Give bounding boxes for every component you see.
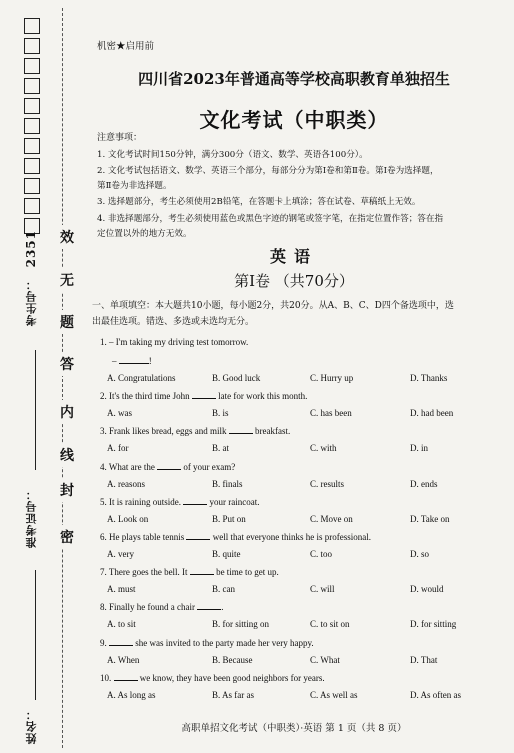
answer-blank	[229, 425, 253, 434]
answer-option: C. has been	[310, 408, 352, 419]
answer-option: C. Hurry up	[310, 373, 354, 383]
answer-option: B. quite	[212, 549, 241, 559]
seal-line	[62, 8, 63, 748]
answer-option: D. Take on	[410, 513, 450, 524]
stem-text: breakfast.	[252, 426, 291, 437]
answer-option: C. results	[310, 478, 345, 489]
digit-box	[24, 158, 40, 174]
secret-mark: 机密★启用前	[97, 41, 155, 52]
answer-option: A. to sit	[107, 619, 136, 630]
question-stem	[100, 496, 259, 507]
answer-blank	[114, 672, 138, 681]
note-item: 1. 文化考试时间150分钟，满分300分（语文、数学、英语各100分）。	[97, 150, 368, 160]
seal-char: 答	[60, 352, 74, 376]
stem-text: 3. Frank likes bread, eggs and milk	[100, 426, 229, 437]
answer-option: C. As well as	[310, 689, 358, 700]
answer-option: D. That	[410, 654, 438, 665]
answer-option: D. would	[410, 584, 444, 595]
stem-text: 2. It's the third time John	[100, 391, 192, 402]
exam-title: 四川省2023年普通高等学校高职教育单独招生	[138, 70, 450, 88]
name-underline	[35, 570, 36, 700]
binding-margin	[0, 0, 80, 753]
answer-option: C. will	[310, 584, 335, 595]
seal-char: 线	[60, 443, 74, 467]
seal-char: 内	[60, 400, 74, 424]
stem-text: she was invited to the party made her very happy.	[133, 637, 314, 648]
section-instructions	[92, 298, 497, 330]
question-stem	[100, 337, 248, 347]
answer-option: D. ends	[410, 478, 438, 489]
stem-text: 9.	[100, 637, 109, 648]
question-stem	[100, 461, 235, 472]
stem-text: we know, they have been good neighbors for years.	[137, 672, 325, 683]
answer-option: A. reasons	[107, 478, 145, 489]
page-footer: 高职单招文化考试（中职类）·英语 第 1 页（共 8 页）	[181, 723, 407, 734]
section-line: 出最佳选项。错选、多选或未选均无分。	[92, 317, 255, 327]
stem-text: !	[148, 356, 152, 366]
question-stem	[112, 355, 152, 366]
answer-blank	[183, 496, 207, 505]
exam-number-boxes	[24, 18, 40, 238]
answer-option: C. with	[310, 443, 337, 454]
note-item: 第Ⅱ卷为非选择题。	[97, 181, 172, 191]
seal-char: 封	[60, 478, 74, 502]
seal-char: 效	[60, 225, 74, 249]
exam-number-value: 2351	[24, 230, 38, 268]
id-underline	[35, 350, 36, 470]
stem-text: be time to get up.	[213, 567, 279, 578]
note-item: 4. 非选择题部分，考生必须使用蓝色或黑色字迹的钢笔或签字笔，在指定位置作答；答在指	[97, 214, 444, 224]
name-label: 姓名：	[25, 708, 38, 744]
answer-option: A. Congratulations	[107, 373, 176, 383]
answer-option: A. for	[107, 443, 129, 454]
stem-text: of your exam?	[181, 461, 236, 472]
stem-text: 4. What are the	[100, 461, 158, 472]
answer-option: A. very	[107, 549, 134, 559]
answer-blank	[157, 461, 181, 470]
section-line: 一、单项填空：本大题共10小题，每小题2分，共20分。从A、B、C、D四个备选项中，选	[92, 301, 454, 311]
answer-option: D. Thanks	[410, 373, 448, 383]
digit-box	[24, 18, 40, 34]
question-stem	[100, 601, 223, 612]
note-item: 定位置以外的地方无效。	[97, 229, 192, 239]
answer-blank	[190, 566, 214, 575]
stem-text: 6. He plays table tennis	[100, 532, 187, 542]
stem-text: 8. Finally he found a chair	[100, 602, 198, 613]
digit-box	[24, 38, 40, 54]
stem-text: 7. There goes the bell. It	[100, 567, 190, 578]
answer-option: D. had been	[410, 408, 454, 419]
seal-char: 题	[60, 310, 74, 334]
stem-text: –	[112, 356, 119, 366]
question-stem	[100, 390, 307, 401]
digit-box	[24, 98, 40, 114]
answer-option: A. must	[107, 584, 136, 595]
answer-blank	[119, 355, 149, 364]
answer-option: D. As often as	[410, 689, 461, 700]
answer-option: A. When	[107, 654, 140, 665]
answer-option: C. What	[310, 654, 340, 665]
answer-blank	[197, 601, 224, 613]
digit-box	[24, 78, 40, 94]
answer-blank	[186, 531, 210, 540]
answer-option: B. for sitting on	[212, 619, 270, 630]
stem-text: 5. It is raining outside.	[100, 496, 184, 507]
stem-text: 1. – I'm taking my driving test tomorrow.	[100, 337, 249, 347]
answer-option: A. As long as	[107, 689, 156, 700]
notes-heading: 注意事项：	[97, 133, 143, 143]
answer-blank	[192, 390, 216, 399]
answer-option: B. can	[212, 584, 235, 595]
volume-title: 第Ⅰ卷 （共70分）	[234, 272, 354, 290]
question-stem	[100, 566, 279, 577]
exam-number-label: 考生号：	[25, 278, 38, 326]
question-stem	[100, 672, 325, 683]
stem-text: your raincoat.	[207, 496, 260, 507]
answer-option: C. too	[310, 549, 333, 559]
answer-option: B. Put on	[212, 513, 246, 524]
note-item: 3. 选择题部分，考生必须使用2B铅笔，在答题卡上填涂；答在试卷、草稿纸上无效。	[97, 197, 421, 207]
answer-option: B. finals	[212, 478, 243, 489]
question-stem	[100, 637, 314, 648]
answer-option: D. so	[410, 549, 430, 559]
answer-blank	[109, 637, 133, 646]
question-stem	[100, 425, 290, 436]
note-item: 2. 文化考试包括语文、数学、英语三个部分，每部分分为第Ⅰ卷和第Ⅱ卷。第Ⅰ卷为选择题，	[97, 166, 439, 176]
digit-box	[24, 58, 40, 74]
answer-option: C. to sit on	[310, 619, 350, 630]
answer-option: A. Look on	[107, 513, 149, 524]
digit-box	[24, 198, 40, 214]
answer-option: D. in	[410, 443, 428, 454]
answer-option: B. Good luck	[212, 373, 261, 383]
digit-box	[24, 118, 40, 134]
answer-option: D. for sitting	[410, 619, 457, 630]
stem-text: 10.	[100, 672, 114, 683]
stem-text: well that everyone thinks he is professional.	[210, 532, 371, 542]
stem-text: late for work this month.	[215, 391, 308, 402]
answer-option: C. Move on	[310, 513, 353, 524]
answer-option: B. at	[212, 443, 229, 454]
stem-text: .	[221, 602, 224, 613]
question-stem	[100, 531, 371, 542]
subject-title: 英语	[269, 247, 318, 266]
digit-box	[24, 138, 40, 154]
seal-char: 无	[60, 268, 74, 292]
answer-option: B. As far as	[212, 689, 254, 700]
answer-option: A. was	[107, 408, 132, 419]
answer-option: B. Because	[212, 654, 253, 665]
answer-option: B. is	[212, 408, 229, 419]
exam-subtitle: 文化考试（中职类）	[199, 108, 389, 132]
seal-char: 密	[60, 525, 74, 549]
id-label: 准考证号：	[25, 488, 38, 548]
digit-box	[24, 178, 40, 194]
